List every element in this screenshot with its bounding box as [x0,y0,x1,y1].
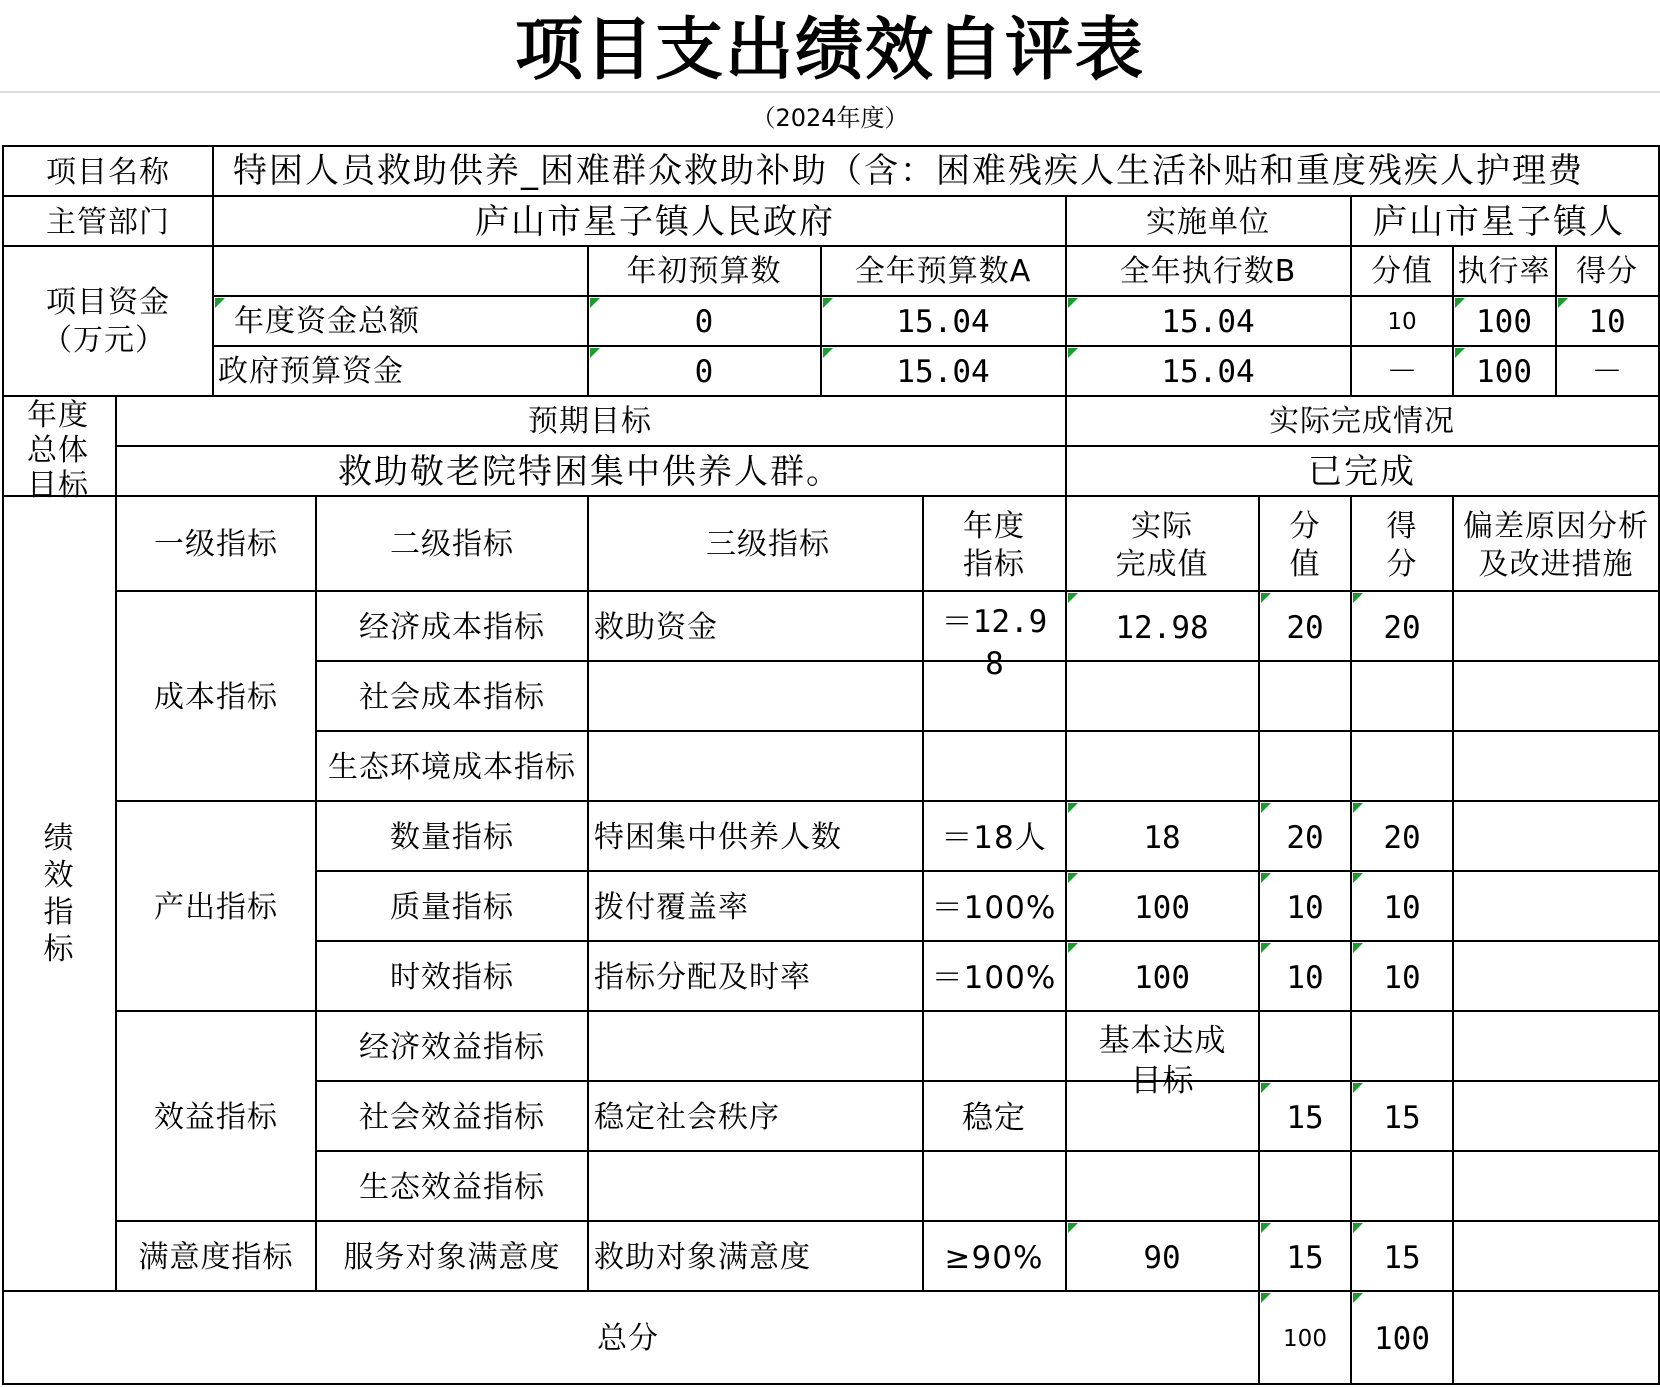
l3-aid-funds: 救助资金 [594,610,718,645]
header-score-line1: 得 [1386,509,1418,544]
score-aid-funds: 20 [1383,610,1421,646]
funds-header-score: 得分 [1576,254,1638,289]
cell-marker [1068,1223,1078,1233]
header-weight-line2: 值 [1289,547,1321,582]
total-score: 100 [1374,1321,1430,1357]
cell-marker [1068,873,1078,883]
group-label-cost: 成本指标 [154,680,278,715]
funds-row-gov-annual: 15.04 [896,354,990,390]
funds-row-total-weight: 10 [1387,309,1417,335]
cell-marker [1068,298,1078,308]
actual-social-order: 基本达成目标 [1098,1023,1227,1099]
header-annual-line1: 年度 [963,509,1025,544]
annual-target-aid-funds: ＝12.98 [941,604,1048,682]
impl-cell [1353,198,1657,244]
funds-header-rate: 执行率 [1457,254,1551,289]
cell-marker [1261,873,1271,883]
annual-target-cell [925,593,1064,682]
header-level3: 三级指标 [706,527,830,562]
funds-row-gov-weight: － [1386,354,1418,390]
weight-recipient-satisfaction: 15 [1286,1240,1324,1276]
group-label-output: 产出指标 [154,890,278,925]
header-deviation-line2: 及改进措施 [1478,547,1634,582]
weight-social-order: 15 [1286,1100,1324,1136]
l3-supported-persons: 特困集中供养人数 [594,820,842,855]
group-label-benefit: 效益指标 [154,1100,278,1135]
funds-row-total-rate: 100 [1476,304,1532,340]
header-score-line2: 分 [1386,547,1418,582]
cell-marker [1353,1083,1363,1093]
header-annual-line2: 指标 [963,547,1025,582]
funds-row-total-annual: 15.04 [896,304,990,340]
header-weight-line1: 分 [1289,509,1321,544]
header-actual-line2: 完成值 [1115,547,1209,582]
indicators-side-label-4: 标 [43,932,75,967]
actual-social-order-cell [1068,1013,1257,1099]
actual-recipient-satisfaction: 90 [1143,1240,1181,1276]
l2-quality: 质量指标 [390,890,514,925]
header-level1: 一级指标 [154,527,278,562]
total-label: 总分 [597,1321,659,1356]
cell-marker [215,298,225,308]
actual-supported-persons: 18 [1143,820,1181,856]
cell-marker [1261,1293,1271,1303]
cell-marker [1455,298,1465,308]
actual-coverage-rate: 100 [1134,890,1190,926]
l3-recipient-satisfaction: 救助对象满意度 [594,1240,811,1275]
l3-coverage-rate: 拨付覆盖率 [594,890,749,925]
cell-marker [1261,593,1271,603]
funds-header-weight: 分值 [1371,254,1433,289]
header-level2: 二级指标 [390,527,514,562]
cell-marker [1068,803,1078,813]
cell-marker [1261,1223,1271,1233]
dept-label: 主管部门 [46,205,170,240]
goal-actual-header: 实际完成情况 [1269,404,1455,439]
funds-row-gov-executed: 15.04 [1161,354,1255,390]
project-name-label: 项目名称 [46,155,170,190]
indicators-side-label-3: 指 [43,895,75,930]
cell-marker [1353,873,1363,883]
funds-row-gov-score: － [1591,354,1623,390]
annual-target-coverage-rate: ＝100% [931,890,1057,926]
dept-value: 庐山市星子镇人民政府 [475,202,835,242]
l3-social-order: 稳定社会秩序 [594,1100,780,1135]
impl-label: 实施单位 [1146,205,1270,240]
goal-label-line2: 总体 [27,433,89,468]
impl-value: 庐山市星子镇人 [1373,202,1625,242]
weight-allocation-timeliness: 10 [1286,960,1324,996]
cell-marker [1353,1223,1363,1233]
annual-target-supported-persons: ＝18人 [941,820,1047,856]
annual-target-social-order: 稳定 [962,1100,1026,1136]
goal-expected-header: 预期目标 [528,404,652,439]
funds-row-gov-initial: 0 [694,354,714,390]
cell-marker [1261,943,1271,953]
goal-label-cell [5,398,114,503]
funds-row-total-label: 年度资金总额 [234,304,420,339]
goal-actual-value: 已完成 [1308,452,1416,492]
cell-marker [823,298,833,308]
indicators-side-label-2: 效 [43,858,75,893]
l2-economic-cost: 经济成本指标 [359,610,545,645]
cell-marker [1558,298,1568,308]
l2-ecological-benefit: 生态效益指标 [359,1170,545,1205]
actual-allocation-timeliness: 100 [1134,960,1190,996]
funds-header-executed: 全年执行数B [1119,254,1297,289]
score-coverage-rate: 10 [1383,890,1421,926]
cell-marker [1068,593,1078,603]
cell-marker [1261,803,1271,813]
score-social-order: 15 [1383,1100,1421,1136]
funds-header-initial: 年初预算数 [626,254,782,289]
l2-social-cost: 社会成本指标 [359,680,545,715]
l2-quantity: 数量指标 [390,820,514,855]
l2-timeliness: 时效指标 [390,960,514,995]
cell-marker [1353,593,1363,603]
funds-header-annual: 全年预算数A [854,254,1032,289]
cell-marker [1353,1293,1363,1303]
score-supported-persons: 20 [1383,820,1421,856]
goal-label-line1: 年度 [27,398,89,433]
annual-target-recipient-satisfaction: ≥90% [944,1240,1044,1276]
page-title: 项目支出绩效自评表 [514,10,1146,90]
actual-aid-funds: 12.98 [1115,610,1209,646]
cell-marker [1353,943,1363,953]
score-recipient-satisfaction: 15 [1383,1240,1421,1276]
l3-allocation-timeliness: 指标分配及时率 [594,960,811,995]
cell-marker [1068,943,1078,953]
funds-row-total-initial: 0 [694,304,714,340]
l2-service-satisfaction: 服务对象满意度 [343,1240,561,1275]
weight-supported-persons: 20 [1286,820,1324,856]
cell-marker [1261,1083,1271,1093]
funds-row-total-executed: 15.04 [1161,304,1255,340]
project-name-value: 特困人员救助供养_困难群众救助补助（含：困难残疾人生活补贴和重度残疾人护理费 [233,151,1584,191]
funds-row-total-score: 10 [1588,304,1626,340]
indicators-side-label-1: 绩 [43,821,75,856]
cell-marker [590,298,600,308]
header-deviation-line1: 偏差原因分析 [1463,509,1649,544]
project-name-cell [215,148,1657,194]
goal-label-line3: 目标 [27,468,89,503]
cell-marker [1455,348,1465,358]
funds-row-gov-label: 政府预算资金 [218,354,404,389]
l2-economic-benefit: 经济效益指标 [359,1030,545,1065]
annual-target-allocation-timeliness: ＝100% [931,960,1057,996]
weight-coverage-rate: 10 [1286,890,1324,926]
fiscal-year: （2024年度） [751,104,909,132]
score-allocation-timeliness: 10 [1383,960,1421,996]
cell-marker [823,348,833,358]
l2-social-benefit: 社会效益指标 [359,1100,545,1135]
header-actual-line1: 实际 [1131,509,1193,544]
weight-aid-funds: 20 [1286,610,1324,646]
cell-marker [1068,348,1078,358]
goal-expected-value: 救助敬老院特困集中供养人群。 [338,452,842,492]
total-weight: 100 [1283,1326,1327,1352]
funds-label-line2: （万元） [42,323,166,358]
funds-label-line1: 项目资金 [46,285,170,320]
funds-row-gov-rate: 100 [1476,354,1532,390]
cell-marker [590,348,600,358]
group-label-satisfaction: 满意度指标 [138,1240,294,1275]
cell-marker [1353,803,1363,813]
l2-eco-env-cost: 生态环境成本指标 [328,750,576,785]
